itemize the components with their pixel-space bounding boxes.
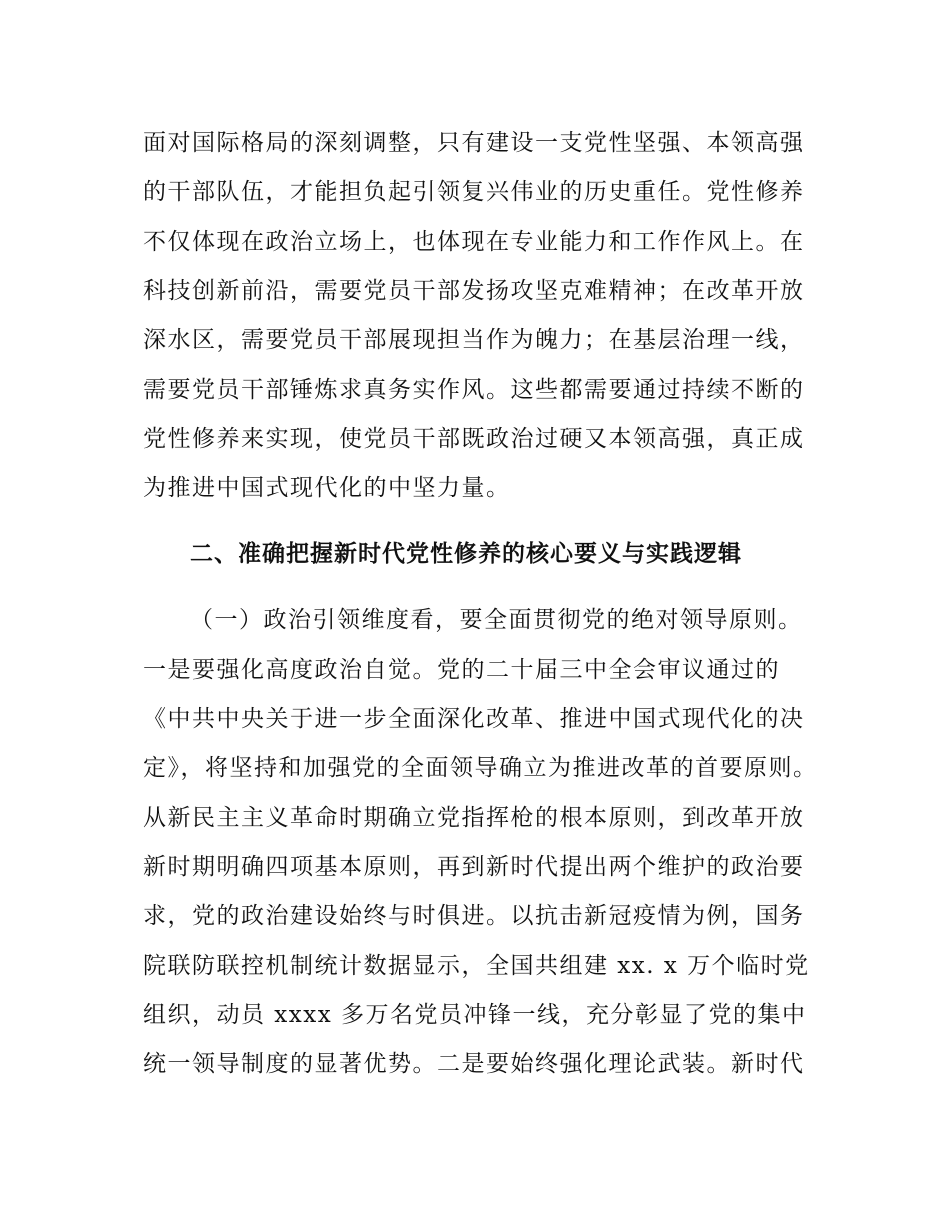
section-heading: 二、准确把握新时代党性修养的核心要义与实践逻辑 [190, 541, 742, 567]
paragraph-line: 从新民主主义革命时期确立党指挥枪的根本原则，到改革开放 [143, 805, 805, 831]
paragraph-line: 新时期明确四项基本原则，再到新时代提出两个维护的政治要 [143, 854, 805, 880]
paragraph-line: 组织，动员 xxxx 多万名党员冲锋一线，充分彰显了党的集中 [143, 1002, 807, 1028]
paragraph-line: 不仅体现在政治立场上，也体现在专业能力和工作作风上。在 [143, 229, 805, 255]
paragraph-line: 一是要强化高度政治自觉。党的二十届三中全会审议通过的 [143, 657, 780, 683]
paragraph-line: 深水区，需要党员干部展现担当作为魄力；在基层治理一线， [143, 327, 805, 353]
paragraph-line: （一）政治引领维度看，要全面贯彻党的绝对领导原则。 [190, 607, 803, 633]
paragraph-line: 定》，将坚持和加强党的全面领导确立为推进改革的首要原则。 [143, 755, 818, 781]
paragraph-line: 需要党员干部锤炼求真务实作风。这些都需要通过持续不断的 [143, 377, 805, 403]
paragraph-line: 院联防联控机制统计数据显示，全国共组建 xx. x 万个临时党 [143, 953, 810, 979]
paragraph-line: 求，党的政治建设始终与时俱进。以抗击新冠疫情为例，国务 [143, 903, 805, 929]
paragraph-line: 面对国际格局的深刻调整，只有建设一支党性坚强、本领高强 [143, 130, 805, 156]
paragraph-line: 统一领导制度的显著优势。二是要始终强化理论武装。新时代 [143, 1051, 805, 1077]
paragraph-line: 的干部队伍，才能担负起引领复兴伟业的历史重任。党性修养 [143, 179, 805, 205]
paragraph-line: 党性修养来实现，使党员干部既政治过硬又本领高强，真正成 [143, 426, 805, 452]
paragraph-line: 为推进中国式现代化的中坚力量。 [143, 475, 511, 501]
paragraph-line: 科技创新前沿，需要党员干部发扬攻坚克难精神；在改革开放 [143, 278, 805, 304]
paragraph-line: 《中共中央关于进一步全面深化改革、推进中国式现代化的决 [143, 706, 805, 732]
